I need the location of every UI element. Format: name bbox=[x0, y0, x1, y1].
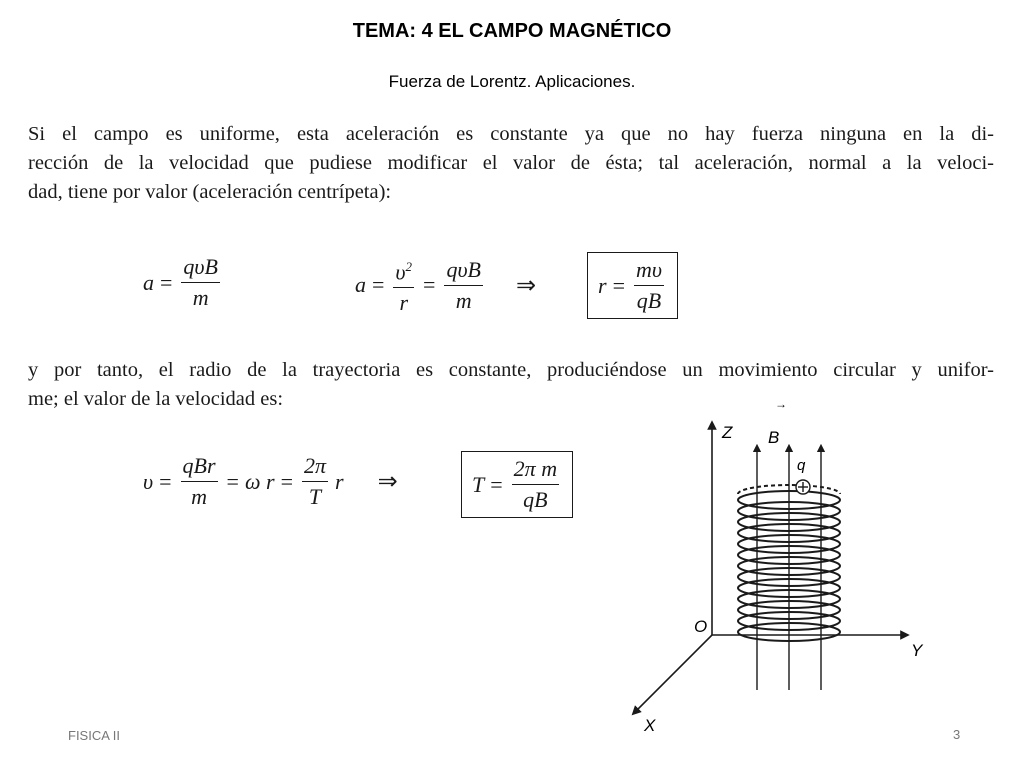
eq-symbol: a bbox=[355, 272, 366, 298]
fraction-numerator: 2π bbox=[302, 453, 328, 482]
eq-symbol: r bbox=[598, 272, 607, 298]
fraction-numerator: $\upsilon^2$ bbox=[393, 254, 414, 288]
b-vector-arrow: → bbox=[775, 397, 787, 411]
paragraph-line: Si el campo es uniforme, esta aceleración es constante ya que no hay fuerza ninguna en la di- bbox=[28, 123, 994, 145]
z-label: Z bbox=[722, 423, 733, 442]
fraction-denominator: m bbox=[192, 285, 209, 310]
fraction-numerator: 2π m bbox=[512, 456, 559, 485]
fraction bbox=[181, 453, 218, 510]
implies-symbol: ⇒ bbox=[516, 272, 537, 299]
fraction bbox=[393, 254, 414, 316]
x-label: X bbox=[644, 716, 656, 735]
implies-symbol: ⇒ bbox=[377, 469, 398, 495]
boxed-radius-result: r = $\frac{m\upsilon}{qB}$ bbox=[587, 252, 678, 319]
x-axis bbox=[635, 635, 712, 712]
eq-term: ω r bbox=[244, 468, 275, 494]
paragraph-line: rección de la velocidad que pudiese modificar el valor de ésta; tal aceleración, normal a la veloci- bbox=[28, 152, 994, 174]
equation-velocity: υ = $\frac{\text{qBr}}{m}$ = ω r = $\frac{2\pi}{T}$ r ⇒ bbox=[143, 453, 398, 509]
boxed-period-result: T = $\frac{\text{2π m}}{qB}$ bbox=[461, 451, 573, 518]
fraction-numerator: qBr bbox=[181, 453, 218, 482]
eq-symbol: a bbox=[143, 269, 154, 295]
fraction bbox=[444, 257, 483, 314]
slide-title: TEMA: 4 EL CAMPO MAGNÉTICO bbox=[352, 20, 672, 42]
equation-centripetal: a = $\frac{\upsilon^2}{r}$ = $\frac{\text{qυB}}{m}$ ⇒ bbox=[355, 254, 542, 316]
fraction-denominator: m bbox=[455, 287, 472, 313]
fraction bbox=[634, 257, 664, 314]
fraction-denominator: qB bbox=[636, 288, 662, 313]
fraction bbox=[302, 453, 328, 510]
fraction bbox=[512, 456, 559, 513]
fraction-numerator: mυ bbox=[634, 257, 664, 286]
equation-acceleration: a = $\frac{\text{qυB}}{m}$ bbox=[143, 254, 218, 310]
eq-symbol: T bbox=[472, 471, 485, 497]
eq-term: r bbox=[335, 468, 344, 494]
helix-diagram bbox=[620, 397, 960, 745]
fraction bbox=[181, 254, 220, 311]
fraction-numerator: qυB bbox=[444, 257, 483, 286]
paragraph-line: y por tanto, el radio de la trayectoria es constante, produciéndose un movimiento circular y unifor- bbox=[28, 359, 994, 381]
footer-course: FISICA II bbox=[68, 728, 121, 743]
fraction-denominator: qB bbox=[523, 487, 548, 512]
y-label: Y bbox=[911, 641, 923, 660]
b-label: B bbox=[768, 428, 780, 447]
fraction-numerator: qυB bbox=[181, 254, 220, 283]
footer-page-number: 3 bbox=[953, 727, 961, 742]
eq-symbol: υ bbox=[143, 468, 154, 494]
paragraph-line: me; el valor de la velocidad es: bbox=[28, 388, 284, 410]
q-label: q bbox=[797, 457, 806, 474]
fraction-denominator: r bbox=[399, 290, 408, 316]
fraction-denominator: m bbox=[191, 484, 207, 509]
origin-label: O bbox=[694, 617, 708, 636]
paragraph-line: dad, tiene por valor (aceleración centrípeta): bbox=[28, 181, 392, 203]
fraction-denominator: T bbox=[308, 484, 322, 509]
slide-subtitle: Fuerza de Lorentz. Aplicaciones. bbox=[388, 72, 636, 91]
